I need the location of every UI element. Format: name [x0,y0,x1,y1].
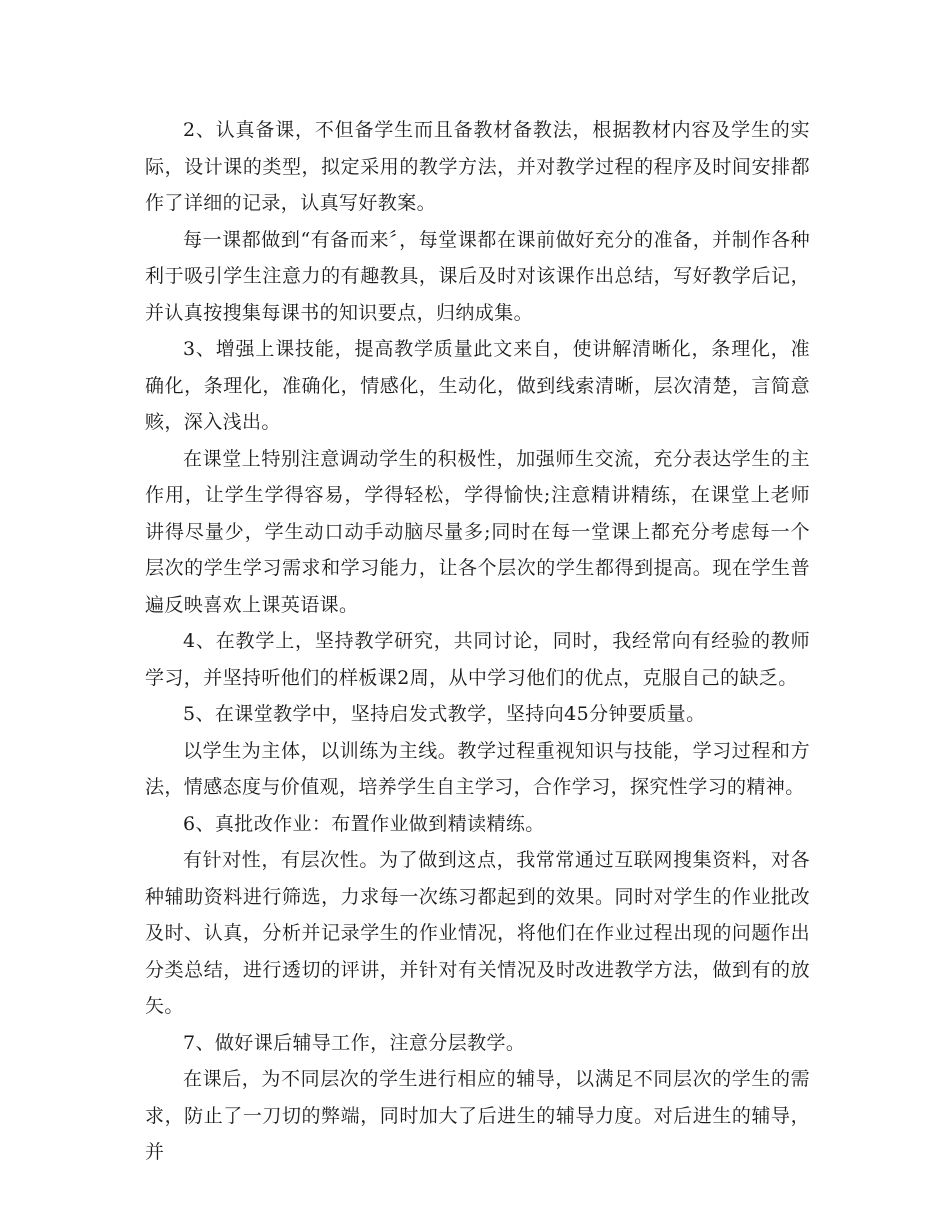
paragraph-teaching-research: 4、在教学上，坚持教学研究，共同讨论，同时，我经常向有经验的教师学习，并坚持听他们的样板课2周，从中学习他们的优点，克服自己的缺乏。 [145,630,810,689]
paragraph-student-centered: 以学生为主体，以训练为主线。教学过程重视知识与技能，学习过程和方法，情感态度与价值观，培养学生自主学习，合作学习，探究性学习的精神。 [145,739,810,798]
paragraph-classroom-engagement: 在课堂上特别注意调动学生的积极性，加强师生交流，充分表达学生的主作用，让学生学得容易，学得轻松，学得愉快;注意精讲精练，在课堂上老师讲得尽量少，学生动口动手动脑尽量多;同时在每一堂课上都充分考虑每一个层次的学生学习需求和学习能力，让各个层次的学生都得到提高。现在学生普遍反映喜欢上课英语课。 [145,447,810,616]
paragraph-after-class-tutoring: 7、做好课后辅导工作，注意分层教学。 [183,1031,526,1054]
paragraph-heuristic-teaching: 5、在课堂教学中，坚持启发式教学，坚持向45分钟要质量。 [183,703,706,725]
paragraph-targeted-exercises: 有针对性，有层次性。为了做到这点，我常常通过互联网搜集资料，对各种辅助资料进行筛选，力求每一次练习都起到的效果。同时对学生的作业批改及时、认真，分析并记录学生的作业情况，将他们在作业过程出现的问题作出分类总结，进行透切的评讲，并针对有关情况及时改进教学方法，做到有的放矢。 [145,849,810,1017]
paragraph-tiered-tutoring: 在课后，为不同层次的学生进行相应的辅导，以满足不同层次的学生的需求，防止了一刀切的弊端，同时加大了后进生的辅导力度。对后进生的辅导，并 [145,1068,810,1163]
paragraph-lesson-prep: 2、认真备课，不但备学生而且备教材备教法，根据教材内容及学生的实际，设计课的类型，拟定采用的教学方法，并对教学过程的程序及时间安排都作了详细的记录，认真写好教案。 [145,119,810,214]
paragraph-homework-correction: 6、真批改作业：布置作业做到精读精练。 [183,812,545,835]
paragraph-teaching-skills: 3、增强上课技能，提高教学质量此文来自，使讲解清晰化，条理化，准确化，条理化，准确化，情感化，生动化，做到线索清晰，层次清楚，言简意赅，深入浅出。 [145,338,810,433]
document-body [145,112,810,1171]
paragraph-prepared-lessons: 每一课都做到“有备而来〞，每堂课都在课前做好充分的准备，并制作各种利于吸引学生注意力的有趣教具，课后及时对该课作出总结，写好教学后记，并认真按搜集每课书的知识要点，归纳成集。 [145,228,810,324]
